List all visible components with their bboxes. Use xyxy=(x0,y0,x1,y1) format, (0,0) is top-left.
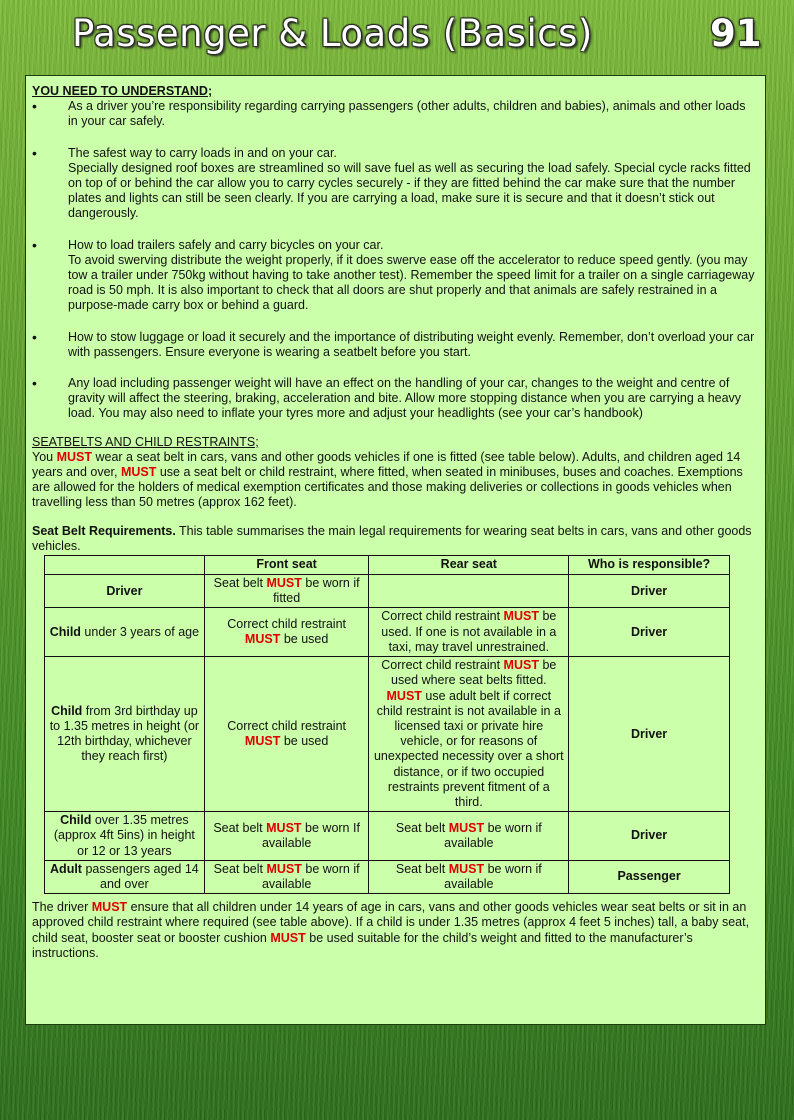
driver-responsibility-paragraph xyxy=(32,900,757,961)
who-label: Driver xyxy=(106,583,143,598)
bullet-item xyxy=(32,376,757,422)
must-highlight: MUST xyxy=(56,449,92,464)
front-seat-cell xyxy=(204,608,369,657)
must-highlight: MUST xyxy=(91,900,128,915)
cell-text: be used. If one is not available in a taxi, may travel unrestrained. xyxy=(381,609,557,654)
bullet-paragraph: Specially designed roof boxes are streamlined so will save fuel as well as securing the load safely. Special cycle racks fitted on top of or behind the car allow you to carry cycles securely - if they are fitted behind the car make sure that the number plates and lights can still be seen clearly. If you are carrying a load, make sure it is secure and that it doesn’t stick out dangerously. xyxy=(68,160,751,221)
who-label: Child xyxy=(49,624,81,639)
section-title-understand: YOU NEED TO UNDERSTAND; xyxy=(32,84,213,98)
understand-bullet-list xyxy=(32,99,757,421)
page-title: Passenger & Loads (Basics) xyxy=(72,12,593,55)
cell-text: Seat belt xyxy=(395,820,449,835)
cell-text: Seat belt xyxy=(395,861,449,876)
who-cell xyxy=(45,812,205,861)
seat-belt-table xyxy=(44,555,730,894)
who-detail: under 3 years of age xyxy=(80,624,200,639)
who-cell xyxy=(45,657,205,812)
table-header-blank xyxy=(45,556,205,575)
bullet-paragraph: • As a driver you’re responsibility regarding carrying passengers (other adults, children and babies), animals and other loads in your car safely. xyxy=(68,99,746,129)
cell-text: Correct child restraint xyxy=(227,617,347,632)
bullet-paragraph: • How to load trailers safely and carry bicycles on your car. xyxy=(68,237,384,252)
responsible-cell: Driver xyxy=(569,575,730,608)
must-highlight: MUST xyxy=(266,861,302,876)
cell-text: be worn If available xyxy=(261,820,360,850)
must-highlight: MUST xyxy=(503,609,539,624)
who-label: Child xyxy=(60,813,92,828)
table-row xyxy=(45,812,730,861)
table-row xyxy=(45,575,730,608)
who-detail: over 1.35 metres (approx 4ft 5ins) in height or 12 or 13 years xyxy=(53,813,195,858)
cell-text: Seat belt xyxy=(213,820,267,835)
page-header xyxy=(0,0,794,72)
bullet-item xyxy=(32,330,757,360)
cell-text: Seat belt xyxy=(213,861,267,876)
front-seat-cell xyxy=(204,812,369,861)
seat-belt-requirements xyxy=(32,524,757,554)
cell-text: be used where seat belts fitted. xyxy=(391,658,557,688)
table-row xyxy=(45,657,730,812)
intro-text-1: You xyxy=(32,449,57,464)
who-detail: from 3rd birthday up to 1.35 metres in height (or 12th birthday, whichever they reach first) xyxy=(49,703,200,764)
page-number: 91 xyxy=(710,12,762,55)
requirements-text: This table summarises the main legal requirements for wearing seat belts in cars, vans and other goods vehicles. xyxy=(32,523,752,553)
bullet-paragraph: • The safest way to carry loads in and on your car. xyxy=(68,145,337,160)
who-label: Child xyxy=(51,703,83,718)
footer-text-2: ensure that all children under 14 years of age in cars, vans and other goods vehicles wear seat belts or sit in an approved child restraint where required (see table above). If a child is under 1.35 metres (approx 4 feet 5 inches) tall, a baby seat, child seat, booster seat or booster cushion xyxy=(32,900,750,945)
must-highlight: MUST xyxy=(503,658,539,673)
rear-seat-cell xyxy=(369,860,569,893)
bullet-paragraph: To avoid swerving distribute the weight properly, if it does swerve ease off the accelerator to reduce speed gently. (you may tow a trailer under 750kg without having to take another test). Remember the speed limit for a trailer on a single carriageway road is 50 mph. It is also important to check that all doors are shut properly and that animals are safely restrained in a purpose-made carry box or behind a guard. xyxy=(68,252,755,313)
front-seat-cell xyxy=(204,860,369,893)
cell-text: Correct child restraint xyxy=(381,658,504,673)
must-highlight: MUST xyxy=(244,632,281,647)
cell-text: be worn if available xyxy=(444,820,542,850)
footer-text-3: be used suitable for the child’s weight and fitted to the manufacturer’s instructions. xyxy=(32,930,693,960)
cell-text: Correct child restraint xyxy=(381,609,504,624)
responsible-cell: Driver xyxy=(569,657,730,812)
front-seat-cell xyxy=(204,657,369,812)
section-title-seatbelts: SEATBELTS AND CHILD RESTRAINTS; xyxy=(32,434,259,449)
table-row xyxy=(45,860,730,893)
rear-seat-cell xyxy=(369,812,569,861)
table-body xyxy=(45,575,730,894)
responsible-cell: Driver xyxy=(569,608,730,657)
cell-text: use adult belt if correct child restraint is not available in a licensed taxi or private hire vehicle, or for reasons of unexpected necessity over a short distance, or if two occupied restraints prevent fitment of a third. xyxy=(373,688,564,809)
must-highlight: MUST xyxy=(386,688,422,703)
rear-seat-cell xyxy=(369,608,569,657)
bullet-paragraph: • How to stow luggage or load it securely and the importance of distributing weight evenly. Remember, don’t overload your car with passengers. Ensure everyone is wearing a seatbelt before you start. xyxy=(68,329,755,359)
cell-text: be worn if fitted xyxy=(273,576,360,606)
who-detail: passengers aged 14 and over xyxy=(81,861,199,891)
cell-text: Correct child restraint xyxy=(227,718,347,733)
seatbelts-intro xyxy=(32,450,757,511)
cell-text: be worn if available xyxy=(261,861,360,891)
intro-text-2: wear a seat belt in cars, vans and other goods vehicles if one is fitted (see table below). Adults, and children aged 14 years and over, xyxy=(32,449,741,480)
must-highlight: MUST xyxy=(448,820,485,835)
who-cell xyxy=(45,608,205,657)
front-seat-cell xyxy=(204,575,369,608)
cell-text: be used xyxy=(280,734,329,749)
who-cell xyxy=(45,860,205,893)
must-highlight: MUST xyxy=(448,861,485,876)
table-header-responsible: Who is responsible? xyxy=(569,556,730,575)
must-highlight: MUST xyxy=(266,820,302,835)
rear-seat-cell xyxy=(369,575,569,608)
who-cell xyxy=(45,575,205,608)
bullet-item xyxy=(32,146,757,222)
content-panel xyxy=(25,75,766,1025)
table-header-row xyxy=(45,556,730,575)
rear-seat-cell xyxy=(369,657,569,812)
bullet-item xyxy=(32,238,757,314)
table-header-front-seat: Front seat xyxy=(204,556,369,575)
footer-text-1: The driver xyxy=(32,900,92,915)
must-highlight: MUST xyxy=(266,576,302,591)
bullet-paragraph: • Any load including passenger weight will have an effect on the handling of your car, changes to the weight and centre of gravity will affect the steering, braking, acceleration and bite. Allow more stopping distance when you are carrying a heavy load. You may also need to inflate your tyres more and adjust your headlights (see your car’s handbook) xyxy=(68,376,742,421)
intro-text-3: use a seat belt or child restraint, where fitted, when seated in minibuses, buses and coaches. Exemptions are allowed for the holders of medical exemption certificates and those making deliveries or collections in goods vehicles when travelling less than 50 metres (approx 162 feet). xyxy=(32,465,743,510)
who-label: Adult xyxy=(50,861,82,876)
bullet-item xyxy=(32,99,757,129)
table-header-rear-seat: Rear seat xyxy=(369,556,569,575)
responsible-cell: Driver xyxy=(569,812,730,861)
responsible-cell: Passenger xyxy=(569,860,730,893)
table-row xyxy=(45,608,730,657)
cell-text: Seat belt xyxy=(213,576,267,591)
must-highlight: MUST xyxy=(270,930,306,945)
must-highlight: MUST xyxy=(120,465,157,480)
must-highlight: MUST xyxy=(244,734,281,749)
cell-text: be used xyxy=(280,632,329,647)
requirements-title: Seat Belt Requirements. xyxy=(32,523,176,538)
cell-text: be worn if available xyxy=(444,861,542,891)
spacer xyxy=(32,511,757,524)
